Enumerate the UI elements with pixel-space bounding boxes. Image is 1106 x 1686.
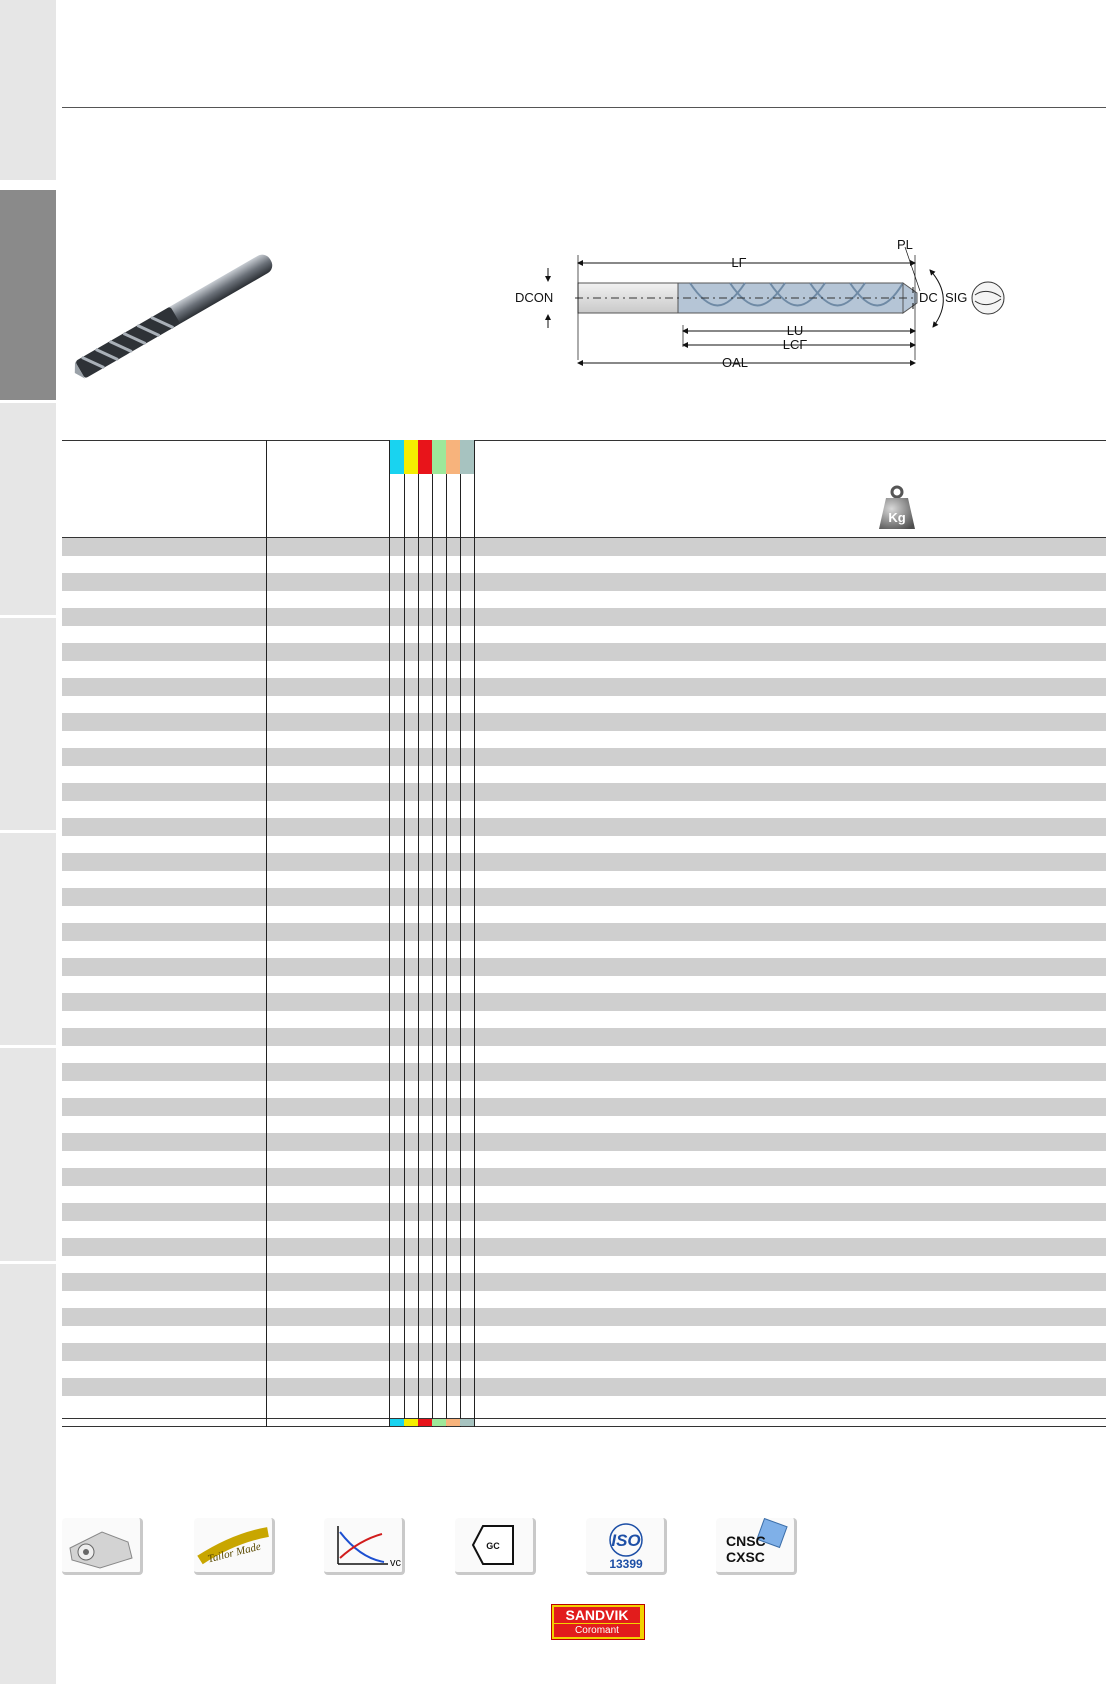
table-row — [62, 801, 1106, 819]
table-row — [62, 976, 1106, 994]
table-row — [62, 818, 1106, 836]
table-top-rule — [62, 440, 1106, 441]
pl-label: PL — [897, 237, 913, 252]
material-color-footer — [432, 1419, 446, 1426]
table-row — [62, 1098, 1106, 1116]
table-row — [62, 783, 1106, 801]
table-row — [62, 836, 1106, 854]
cxsc-text: CXSC — [726, 1549, 765, 1565]
table-row — [62, 993, 1106, 1011]
material-color-header — [404, 440, 418, 474]
table-row — [62, 1378, 1106, 1396]
lf-label: LF — [731, 255, 747, 270]
oal-label: OAL — [721, 355, 749, 370]
side-tab-1[interactable] — [0, 0, 56, 182]
table-row — [62, 678, 1106, 696]
table-row — [62, 556, 1106, 574]
top-rule — [62, 107, 1106, 108]
iso-13399-icon — [586, 1518, 667, 1575]
lcf-label: LCF — [782, 337, 808, 352]
material-color-header — [418, 440, 432, 474]
dcon-label: DCON — [515, 290, 554, 305]
vc-text: vc — [390, 1557, 401, 1569]
column-divider — [266, 440, 267, 1427]
table-row — [62, 643, 1106, 661]
cnsc-text: CNSC — [726, 1533, 766, 1549]
table-row — [62, 538, 1106, 556]
table-row — [62, 1133, 1106, 1151]
product-table — [62, 440, 1106, 1427]
side-tab-4[interactable] — [0, 618, 56, 832]
material-color-footer — [446, 1419, 460, 1426]
table-row — [62, 713, 1106, 731]
logo-coromant-text: Coromant — [554, 1624, 640, 1637]
table-row — [62, 871, 1106, 889]
lu-label: LU — [786, 323, 804, 338]
side-tab-2[interactable] — [0, 190, 56, 402]
table-row — [62, 696, 1106, 714]
iso-number-text: 13399 — [609, 1557, 643, 1571]
table-row — [62, 1011, 1106, 1029]
table-row — [62, 608, 1106, 626]
side-tab-5[interactable] — [0, 833, 56, 1047]
column-divider — [432, 440, 433, 1427]
logo-sandvik-text: SANDVIK — [554, 1607, 640, 1623]
column-divider — [460, 440, 461, 1427]
side-tab-7[interactable] — [0, 1264, 56, 1686]
table-bottom-rule — [62, 1426, 1106, 1427]
table-row — [62, 1238, 1106, 1256]
column-divider — [389, 440, 390, 1427]
material-color-footer — [460, 1419, 474, 1426]
cnsc-cxsc-icon — [716, 1518, 797, 1575]
weight-kg-icon — [878, 485, 916, 531]
tailor-made-icon — [194, 1518, 275, 1575]
material-color-header — [390, 440, 404, 474]
table-row — [62, 1221, 1106, 1239]
table-row — [62, 1256, 1106, 1274]
material-color-header — [460, 440, 474, 474]
table-row — [62, 661, 1106, 679]
table-row — [62, 626, 1106, 644]
table-row — [62, 923, 1106, 941]
gc-grade-icon — [455, 1518, 536, 1575]
table-row — [62, 1081, 1106, 1099]
table-row — [62, 1291, 1106, 1309]
dc-label: DC — [919, 290, 938, 305]
table-row — [62, 1396, 1106, 1414]
material-color-header — [432, 440, 446, 474]
material-color-footer — [404, 1419, 418, 1426]
table-row — [62, 1116, 1106, 1134]
material-color-footer — [418, 1419, 432, 1426]
table-row — [62, 958, 1106, 976]
material-color-footer — [390, 1419, 404, 1426]
table-row — [62, 1361, 1106, 1379]
table-row — [62, 1168, 1106, 1186]
gc-text: GC — [486, 1541, 500, 1551]
column-divider — [474, 440, 475, 1427]
tailor-made-text: Tailor Made — [206, 1540, 263, 1566]
drill-photo — [70, 250, 280, 380]
table-row — [62, 1046, 1106, 1064]
material-color-header — [446, 440, 460, 474]
side-tab-3[interactable] — [0, 403, 56, 617]
table-row — [62, 1028, 1106, 1046]
table-row — [62, 906, 1106, 924]
table-bottom-rule-inner — [62, 1418, 1106, 1419]
drill-dimension-diagram — [515, 235, 1025, 395]
table-row — [62, 1273, 1106, 1291]
weight-kg-label: Kg — [888, 510, 906, 525]
column-divider — [446, 440, 447, 1427]
table-row — [62, 1186, 1106, 1204]
tool-holder-icon — [62, 1518, 143, 1575]
header-separator — [62, 537, 1106, 538]
table-row — [62, 888, 1106, 906]
table-row — [62, 941, 1106, 959]
table-row — [62, 591, 1106, 609]
column-divider — [418, 440, 419, 1427]
table-row — [62, 1151, 1106, 1169]
cutting-data-chart-icon — [324, 1518, 405, 1575]
side-tab-6[interactable] — [0, 1048, 56, 1263]
table-row — [62, 1203, 1106, 1221]
sig-label: SIG — [945, 290, 968, 305]
sandvik-coromant-logo — [551, 1604, 645, 1640]
table-row — [62, 1326, 1106, 1344]
table-row — [62, 748, 1106, 766]
table-row — [62, 573, 1106, 591]
table-row — [62, 1063, 1106, 1081]
table-row — [62, 853, 1106, 871]
table-row — [62, 766, 1106, 784]
column-divider — [404, 440, 405, 1427]
iso-text: ISO — [611, 1531, 641, 1550]
table-row — [62, 731, 1106, 749]
table-row — [62, 1343, 1106, 1361]
table-row — [62, 1308, 1106, 1326]
